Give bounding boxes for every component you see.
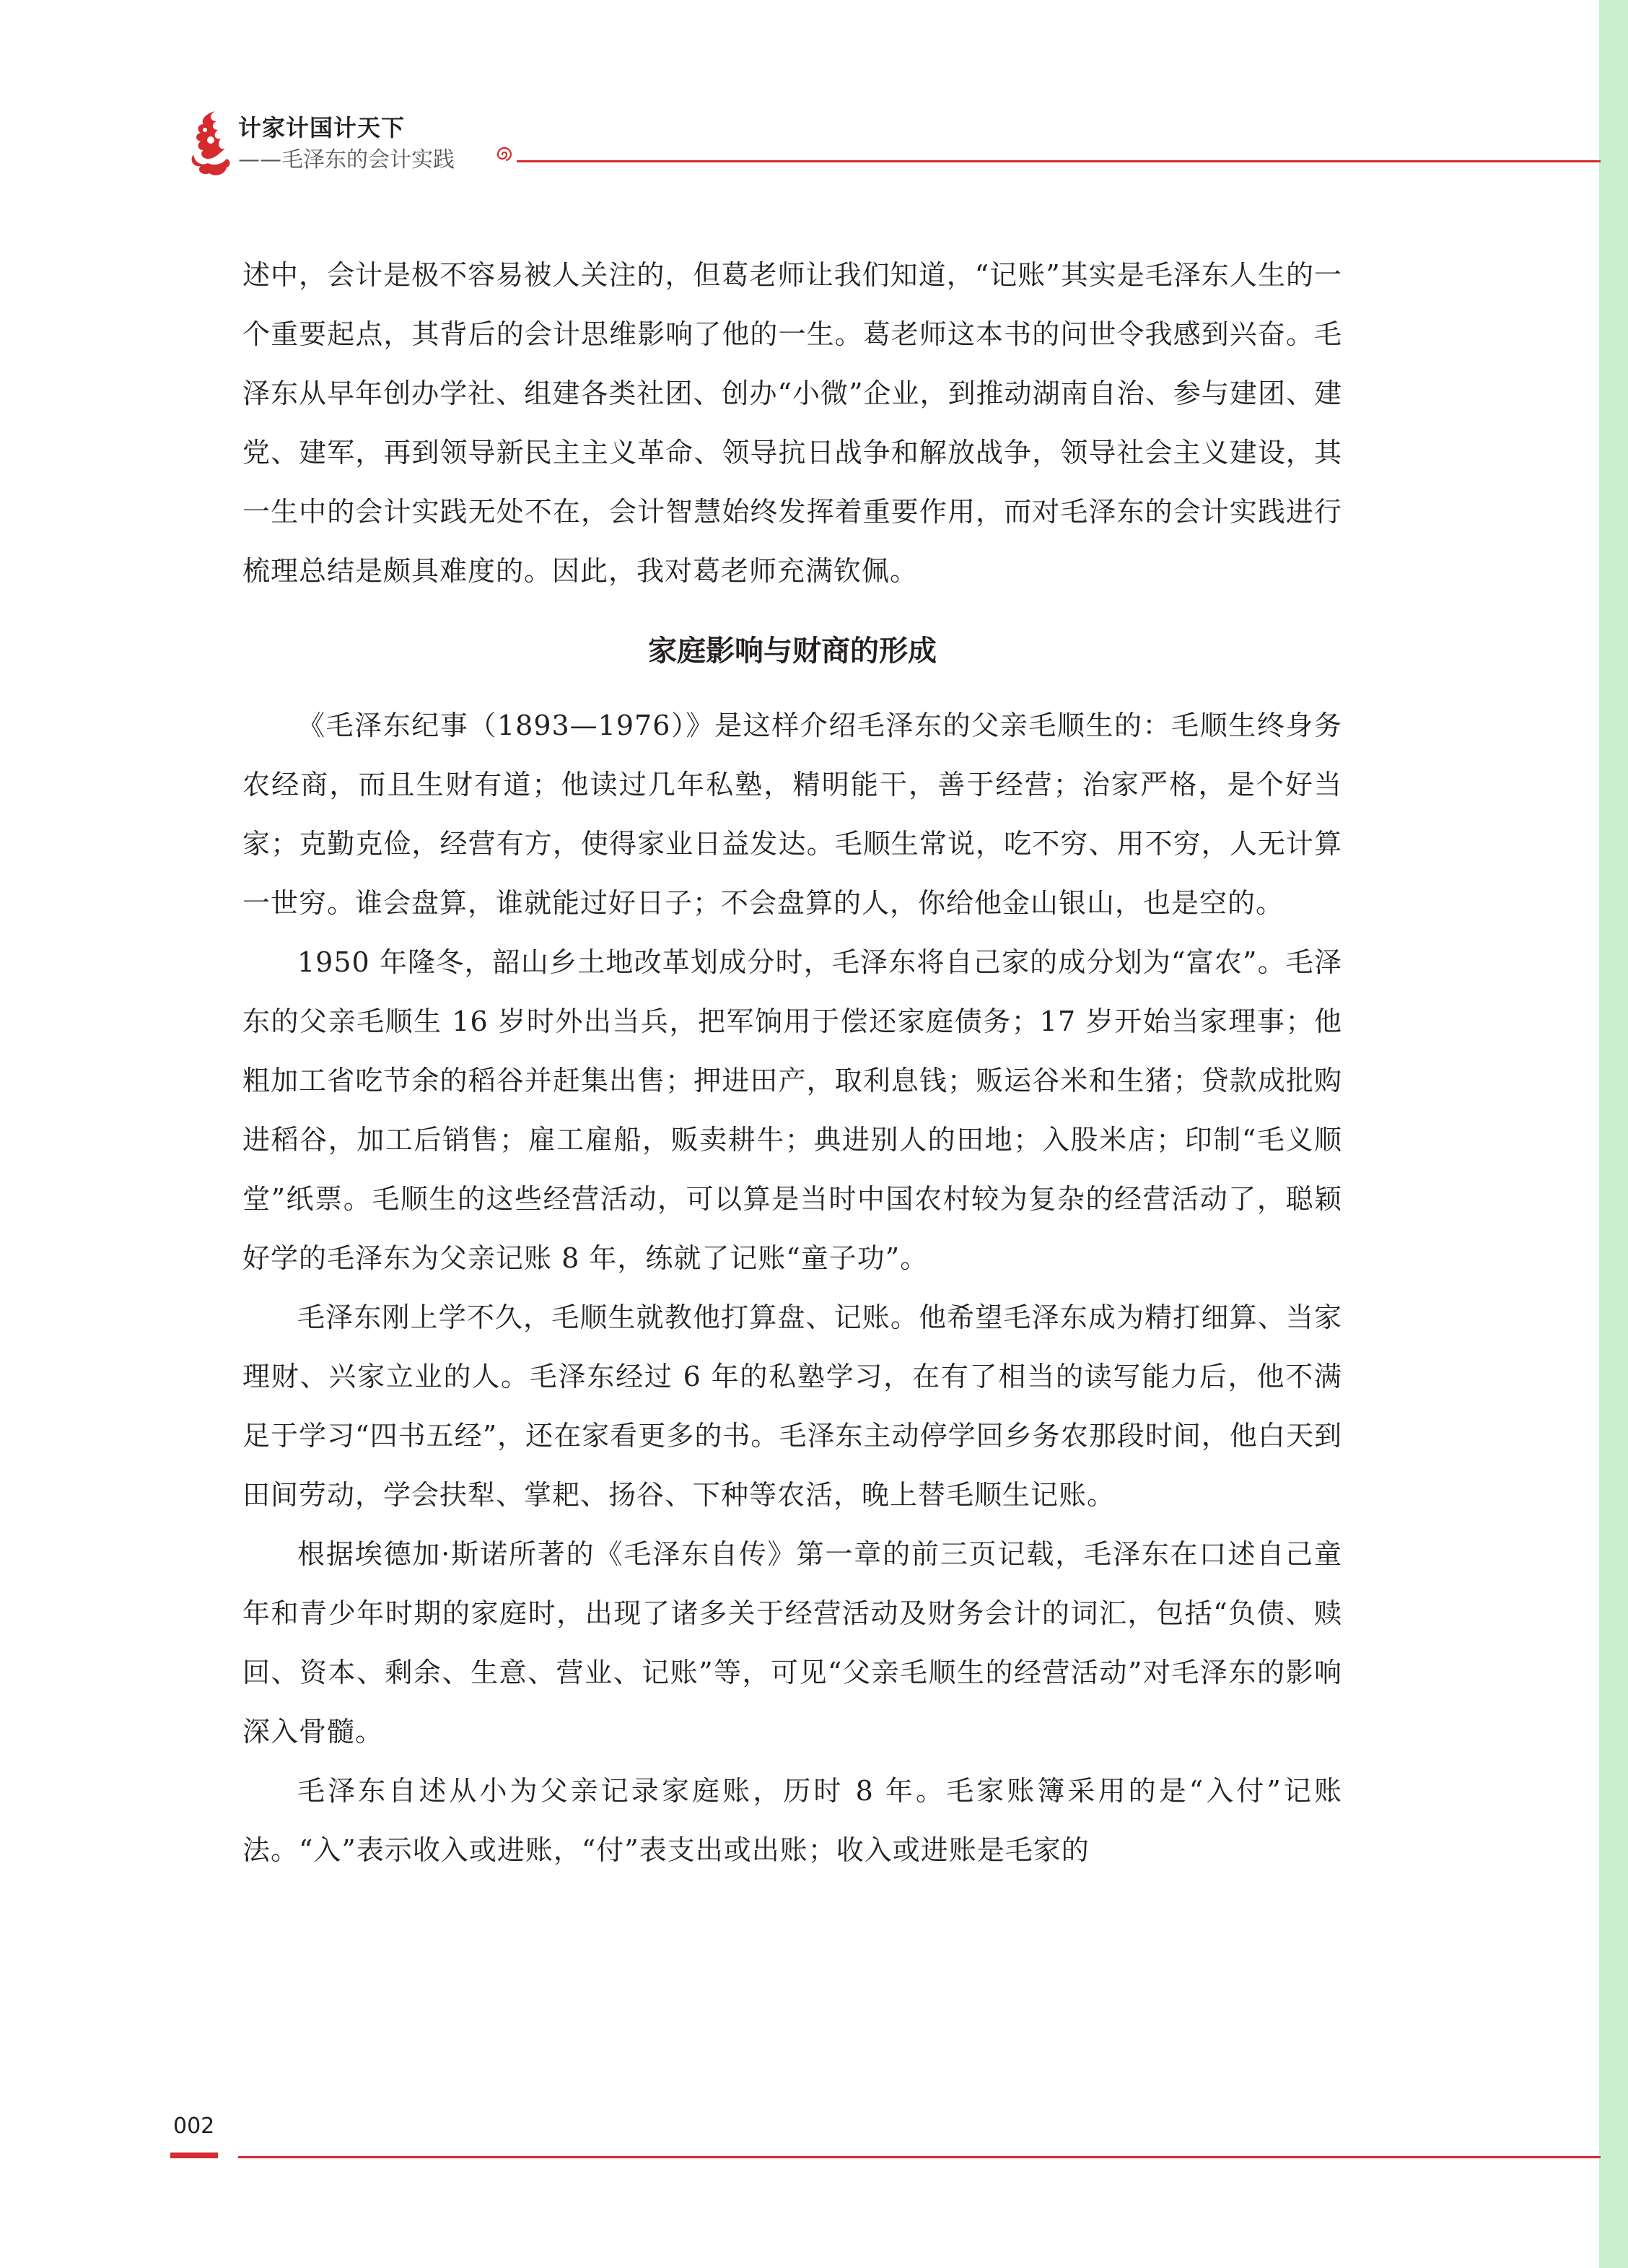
section-heading: 家庭影响与财商的形成 xyxy=(648,634,937,668)
page-number: 002 xyxy=(173,2114,215,2139)
body-paragraph: 述中，会计是极不容易被人关注的，但葛老师让我们知道，“记账”其实是毛泽东人生的一个重要起点，其背后的会计思维影响了他的一生。葛老师这本书的问世令我感到兴奋。毛泽东从早年创办学社、组建各类社团、创办“小微”企业，到推动湖南自治、参与建团、建党、建军，再到领导新民主主义革命、领导抗日战争和解放战争，领导社会主义建设，其一生中的会计实践无处不在，会计智慧始终发挥着重要作用，而对毛泽东的会计实践进行梳理总结是颇具难度的。因此，我对葛老师充满钦佩。 xyxy=(242,259,1342,587)
header-rule xyxy=(517,160,1601,162)
body-paragraph: 毛泽东刚上学不久，毛顺生就教他打算盘、记账。他希望毛泽东成为精打细算、当家理财、兴家立业的人。毛泽东经过 6 年的私塾学习，在有了相当的读写能力后，他不满足于学习“四书五经”，还在家看更多的书。毛泽东主动停学回乡务农那段时间，他白天到田间劳动，学会扶犁、掌耙、扬谷、下种等农活，晚上替毛顺生记账。 xyxy=(242,1301,1342,1511)
footer-rule xyxy=(238,2156,1601,2158)
body-paragraph: 《毛泽东纪事（1893—1976）》是这样介绍毛泽东的父亲毛顺生的：毛顺生终身务农经商，而且生财有道；他读过几年私塾，精明能干，善于经营；治家严格，是个好当家；克勤克俭，经营有方，使得家业日益发达。毛顺生常说，吃不穷、用不穷，人无计算一世穷。谁会盘算，谁就能过好日子；不会盘算的人，你给他金山银山，也是空的。 xyxy=(242,710,1342,919)
book-subtitle: ——毛泽东的会计实践 xyxy=(238,147,455,173)
body-paragraph: 毛泽东自述从小为父亲记录家庭账，历时 8 年。毛家账簿采用的是“入付”记账法。“入”表示收入或进账，“付”表支出或出账；收入或进账是毛家的 xyxy=(242,1775,1342,1866)
body-paragraph: 根据埃德加·斯诺所著的《毛泽东自传》第一章的前三页记载，毛泽东在口述自己童年和青少年时期的家庭时，出现了诸多关于经营活动及财务会计的词汇，包括“负债、赎回、资本、剩余、生意、营业、记账”等，可见“父亲毛顺生的经营活动”对毛泽东的影响深入骨髓。 xyxy=(242,1538,1342,1748)
red-cloud-ornament-icon xyxy=(186,108,232,178)
book-title: 计家计国计天下 xyxy=(238,114,406,141)
side-color-strip xyxy=(1599,0,1628,2268)
body-paragraph: 1950 年隆冬，韶山乡土地改革划成分时，毛泽东将自己家的成分划为“富农”。毛泽东的父亲毛顺生 16 岁时外出当兵，把军饷用于偿还家庭债务；17 岁开始当家理事；他粗加工省吃节余的稻谷并赶集出售；押进田产，取利息钱；贩运谷米和生猪；贷款成批购进稻谷，加工后销售；雇工雇船，贩卖耕牛；典进别人的田地；入股米店；印制“毛义顺堂”纸票。毛顺生的这些经营活动，可以算是当时中国农村较为复杂的经营活动了，聪颖好学的毛泽东为父亲记账 8 年，练就了记账“童子功”。 xyxy=(242,946,1342,1274)
page-number-marker xyxy=(170,2153,218,2158)
page-body xyxy=(242,245,1342,1880)
red-swirl-icon xyxy=(495,147,514,162)
